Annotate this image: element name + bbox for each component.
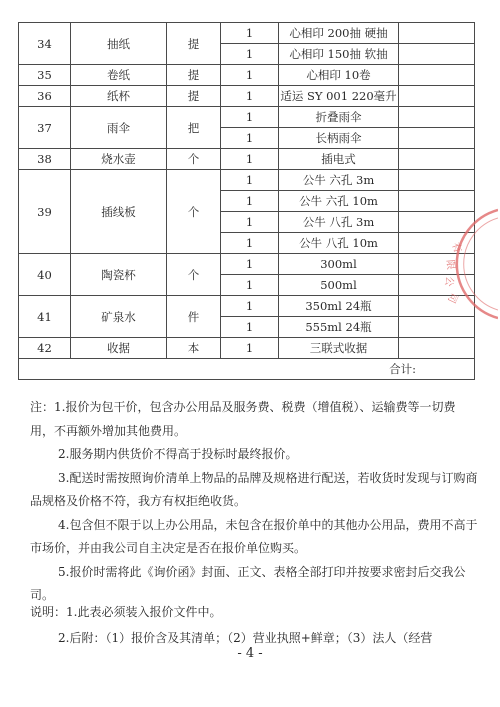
- item-number: 36: [19, 86, 71, 107]
- item-quantity: 1: [221, 275, 279, 296]
- item-unit: 提: [167, 86, 221, 107]
- table-row: [19, 86, 475, 107]
- item-spec: 心相印 10卷: [279, 65, 399, 86]
- item-name: 插线板: [71, 170, 167, 254]
- instructions-section: [30, 599, 478, 651]
- item-price-cell: [399, 149, 475, 170]
- item-quantity: 1: [221, 23, 279, 44]
- item-number: 38: [19, 149, 71, 170]
- note-4: 4.包含但不限于以上办公用品，未包含在报价单中的其他办公用品，费用不高于市场价，并由我公司自主决定是否在报价单位购买。: [30, 517, 478, 555]
- item-price-cell: [399, 212, 475, 233]
- item-spec: 长柄雨伞: [279, 128, 399, 149]
- item-number: 42: [19, 338, 71, 359]
- item-spec: 插电式: [279, 149, 399, 170]
- item-quantity: 1: [221, 149, 279, 170]
- item-price-cell: [399, 233, 475, 254]
- item-quantity: 1: [221, 254, 279, 275]
- item-spec: 公牛 六孔 3m: [279, 170, 399, 191]
- item-price-cell: [399, 107, 475, 128]
- table-row: [19, 149, 475, 170]
- item-unit: 个: [167, 149, 221, 170]
- total-label: 合计:: [19, 359, 475, 380]
- item-number: 34: [19, 23, 71, 65]
- item-spec: 300ml: [279, 254, 399, 275]
- item-price-cell: [399, 170, 475, 191]
- item-price-cell: [399, 23, 475, 44]
- item-number: 35: [19, 65, 71, 86]
- item-quantity: 1: [221, 65, 279, 86]
- item-quantity: 1: [221, 86, 279, 107]
- item-spec: 心相印 150抽 软抽: [279, 44, 399, 65]
- svg-text:有: 有: [449, 241, 463, 255]
- item-price-cell: [399, 338, 475, 359]
- svg-text:限: 限: [444, 259, 456, 271]
- item-quantity: 1: [221, 44, 279, 65]
- item-name: 纸杯: [71, 86, 167, 107]
- note-2: 2.服务期内供货价不得高于投标时最终报价。: [58, 447, 298, 461]
- item-spec: 公牛 六孔 10m: [279, 191, 399, 212]
- item-price-cell: [399, 275, 475, 296]
- item-name: 收据: [71, 338, 167, 359]
- item-quantity: 1: [221, 233, 279, 254]
- table-row: [19, 254, 475, 275]
- item-quantity: 1: [221, 107, 279, 128]
- notes-section: [30, 396, 478, 608]
- item-price-cell: [399, 254, 475, 275]
- svg-text:公: 公: [442, 275, 455, 288]
- item-name: 抽纸: [71, 23, 167, 65]
- note-3: 3.配送时需按照询价清单上物品的品牌及规格进行配送，若收货时发现与订购商品规格及价格不符，我方有权拒绝收货。: [30, 470, 478, 508]
- note-1: 注：1.报价为包干价，包含办公用品及服务费、税费（增值税）、运输费等一切费用，不再额外增加其他费用。: [30, 400, 456, 438]
- item-unit: 个: [167, 170, 221, 254]
- table-row: [19, 338, 475, 359]
- item-unit: 提: [167, 23, 221, 65]
- item-unit: 本: [167, 338, 221, 359]
- item-unit: 件: [167, 296, 221, 338]
- item-quantity: 1: [221, 296, 279, 317]
- item-unit: 提: [167, 65, 221, 86]
- item-number: 39: [19, 170, 71, 254]
- total-row: [19, 359, 475, 380]
- quotation-table-body: [19, 23, 475, 380]
- table-row: [19, 170, 475, 191]
- item-spec: 适运 SY 001 220毫升: [279, 86, 399, 107]
- item-unit: 个: [167, 254, 221, 296]
- table-row: [19, 107, 475, 128]
- item-unit: 把: [167, 107, 221, 149]
- item-spec: 500ml: [279, 275, 399, 296]
- item-price-cell: [399, 317, 475, 338]
- item-spec: 555ml 24瓶: [279, 317, 399, 338]
- svg-text:司: 司: [445, 290, 460, 305]
- table-row: [19, 296, 475, 317]
- item-quantity: 1: [221, 170, 279, 191]
- item-name: 矿泉水: [71, 296, 167, 338]
- item-spec: 折叠雨伞: [279, 107, 399, 128]
- table-row: [19, 23, 475, 44]
- item-quantity: 1: [221, 212, 279, 233]
- item-price-cell: [399, 128, 475, 149]
- item-name: 陶瓷杯: [71, 254, 167, 296]
- item-quantity: 1: [221, 338, 279, 359]
- item-name: 烧水壶: [71, 149, 167, 170]
- instruction-2: 2.后附：（1）报价含及其清单；（2）营业执照+鲜章；（3）法人（经营: [58, 631, 433, 645]
- item-price-cell: [399, 296, 475, 317]
- item-name: 卷纸: [71, 65, 167, 86]
- instruction-1: 说明：1.此表必须装入报价文件中。: [30, 605, 222, 619]
- page-number: - 4 -: [237, 646, 263, 661]
- item-quantity: 1: [221, 191, 279, 212]
- item-spec: 350ml 24瓶: [279, 296, 399, 317]
- item-name: 雨伞: [71, 107, 167, 149]
- item-price-cell: [399, 44, 475, 65]
- item-spec: 三联式收据: [279, 338, 399, 359]
- item-spec: 公牛 八孔 10m: [279, 233, 399, 254]
- item-spec: 公牛 八孔 3m: [279, 212, 399, 233]
- item-number: 37: [19, 107, 71, 149]
- item-quantity: 1: [221, 128, 279, 149]
- item-price-cell: [399, 86, 475, 107]
- note-5: 5.报价时需将此《询价函》封面、正文、表格全部打印并按要求密封后交我公司。: [30, 564, 466, 602]
- item-spec: 心相印 200抽 硬抽: [279, 23, 399, 44]
- item-price-cell: [399, 65, 475, 86]
- item-price-cell: [399, 191, 475, 212]
- item-quantity: 1: [221, 317, 279, 338]
- item-number: 41: [19, 296, 71, 338]
- table-row: [19, 65, 475, 86]
- quotation-table: [18, 22, 475, 380]
- item-number: 40: [19, 254, 71, 296]
